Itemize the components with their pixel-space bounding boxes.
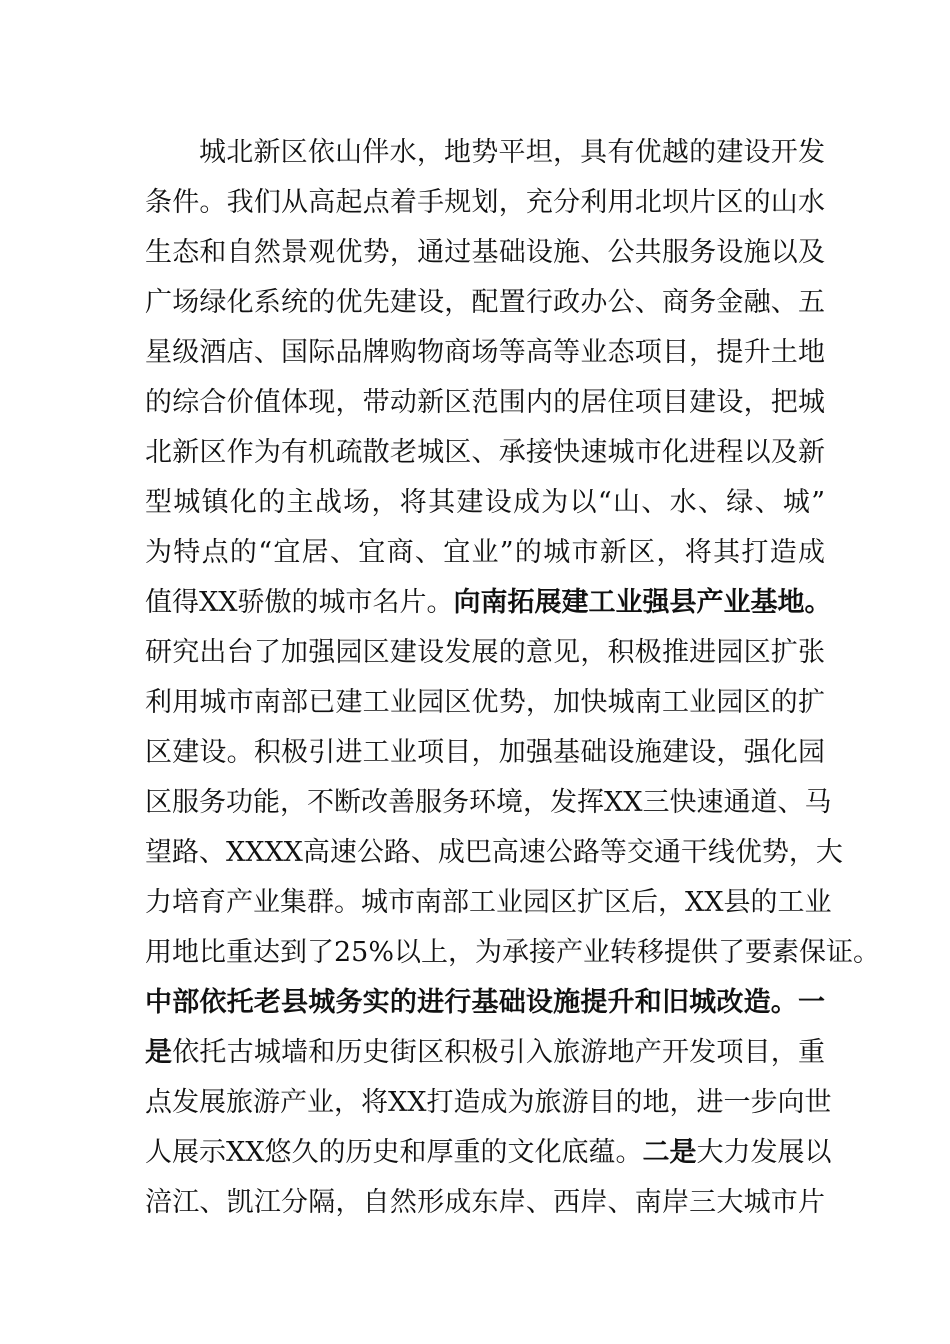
text-line-mixed (145, 578, 832, 628)
text-line: 的综合价值体现，带动新区范围内的居住项目建设，把城 (145, 387, 825, 418)
text-line-mixed (145, 1128, 832, 1178)
text-line: 生态和自然景观优势，通过基础设施、公共服务设施以及 (145, 237, 825, 268)
text-line: 望路、XXXX高速公路、成巴高速公路等交通干线优势，大 (145, 837, 843, 868)
text-segment: 依托古城墙和历史街区积极引入旅游地产开发项目，重 (172, 1037, 826, 1068)
text-line: 用地比重达到了25%以上，为承接产业转移提供了要素保证。 (145, 937, 881, 968)
text-line: 力培育产业集群。城市南部工业园区扩区后，XX县的工业 (145, 887, 832, 918)
text-segment: 大力发展以 (696, 1137, 832, 1168)
text-line: 研究出台了加强园区建设发展的意见，积极推进园区扩张 (145, 637, 825, 668)
text-line: 点发展旅游产业，将XX打造成为旅游目的地，进一步向世 (145, 1087, 832, 1118)
text-segment: 人展示XX悠久的历史和厚重的文化底蕴。 (145, 1137, 643, 1168)
text-line: 涪江、凯江分隔，自然形成东岸、西岸、南岸三大城市片 (145, 1187, 825, 1218)
text-line: 星级酒店、国际品牌购物商场等高等业态项目，提升土地 (145, 337, 825, 368)
text-line: 型城镇化的主战场，将其建设成为以“山、水、绿、城” (145, 487, 825, 518)
text-line: 条件。我们从高起点着手规划，充分利用北坝片区的山水 (145, 187, 825, 218)
text-line: 利用城市南部已建工业园区优势，加快城南工业园区的扩 (145, 687, 825, 718)
section-heading-south: 向南拓展建工业强县产业基地。 (453, 587, 832, 618)
section-heading-central: 中部依托老县城务实的进行基础设施提升和旧城改造。一 (145, 987, 825, 1018)
body-text (145, 128, 881, 1228)
enum-marker-first: 是 (145, 1037, 173, 1068)
text-line: 区建设。积极引进工业项目，加强基础设施建设，强化园 (145, 737, 825, 768)
text-segment: 值得XX骄傲的城市名片。 (145, 587, 454, 618)
text-line-mixed (145, 1028, 825, 1078)
enum-marker-second: 二是 (642, 1137, 697, 1168)
text-line: 区服务功能，不断改善服务环境，发挥XX三快速通道、马 (145, 787, 832, 818)
text-line: 广场绿化系统的优先建设，配置行政办公、商务金融、五 (145, 287, 825, 318)
text-line: 为特点的“宜居、宜商、宜业”的城市新区，将其打造成 (145, 537, 825, 568)
text-line: 城北新区依山伴水，地势平坦，具有优越的建设开发 (199, 137, 825, 168)
text-line: 北新区作为有机疏散老城区、承接快速城市化进程以及新 (145, 437, 825, 468)
